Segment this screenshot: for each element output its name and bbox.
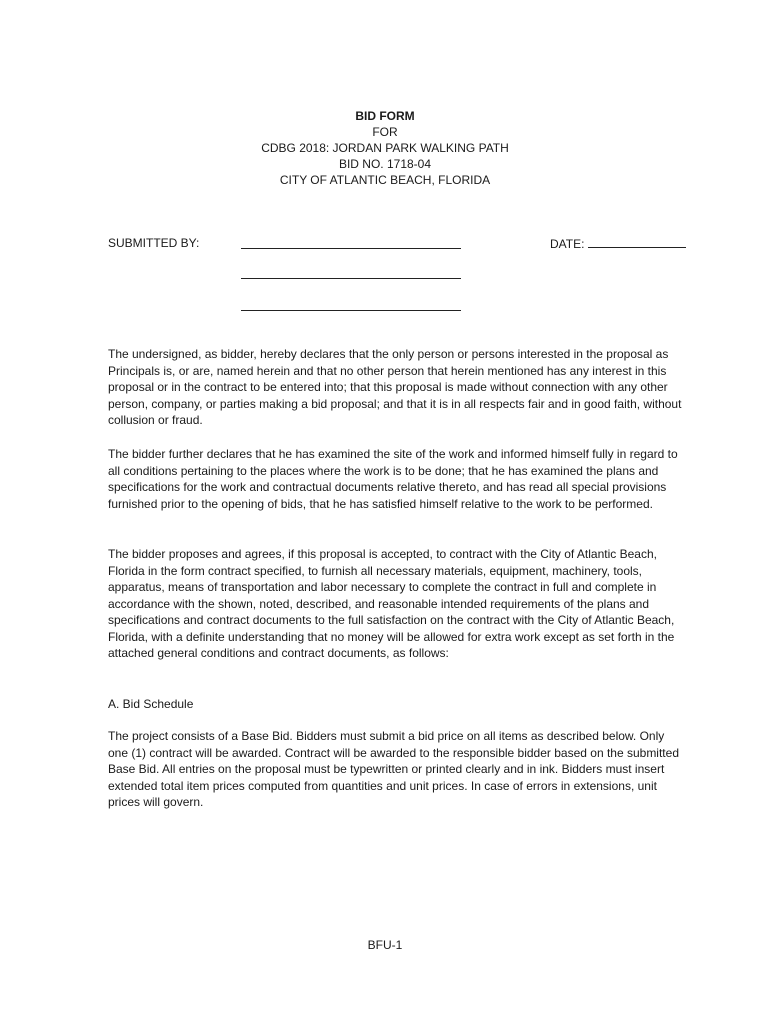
- date-field: [550, 236, 686, 251]
- document-header: [0, 108, 770, 188]
- bid-schedule-paragraph: The project consists of a Base Bid. Bidders must submit a bid price on all items as described below. Only one (1) contract will be awarded. Contract will be awarded to the responsible bidder based on the submitted Base Bid. All entries on the proposal must be typewritten or printed clearly and in ink. Bidders must insert extended total item prices computed from quantities and unit prices. In case of errors in extensions, unit prices will govern.: [108, 729, 679, 809]
- declaration-paragraph-1: The undersigned, as bidder, hereby declares that the only person or persons interested in the proposal as Principals is, or are, named herein and that no other person that herein mentioned has any interest in this proposal or in the contract to be entered into; that this proposal is made without connection with any other person, company, or parties making a bid proposal; and that it is in all respects fair and in good faith, without collusion or fraud.: [108, 347, 682, 427]
- page-number: BFU-1: [367, 938, 403, 952]
- submitted-by-line-3[interactable]: [241, 310, 461, 311]
- declaration-paragraph-3: The bidder proposes and agrees, if this proposal is accepted, to contract with the City of Atlantic Beach, Florida in the form contract specified, to furnish all necessary materials, equipment, machinery, tools, apparatus, means of transportation and labor necessary to complete the contract in full and complete in accordance with the shown, noted, described, and reasonable intended requirements of the plans and specifications and contract documents to the full satisfaction on the contract with the City of Atlantic Beach, Florida, with a definite understanding that no money will be allowed for extra work except as set forth in the attached general conditions and contract documents, as follows:: [108, 547, 675, 660]
- declaration-paragraph-2: The bidder further declares that he has examined the site of the work and informed himself fully in regard to all conditions pertaining to the places where the work is to be done; that he has examined the plans and specifications for the work and contractual documents relative thereto, and has read all special provisions furnished prior to the opening of bids, that he has satisfied himself relative to the work to be performed.: [108, 447, 678, 511]
- submitted-by-line-2[interactable]: [241, 278, 461, 279]
- project-name: CDBG 2018: JORDAN PARK WALKING PATH: [261, 141, 509, 155]
- date-label: DATE:: [550, 237, 585, 251]
- bid-number: BID NO. 1718-04: [338, 157, 432, 171]
- date-line[interactable]: [588, 236, 686, 248]
- submitted-by-label: SUBMITTED BY:: [108, 236, 200, 250]
- submitted-by-line-1[interactable]: [241, 248, 461, 249]
- form-title: BID FORM: [355, 109, 415, 123]
- header-line-for: FOR: [372, 125, 398, 139]
- section-heading-bid-schedule: A. Bid Schedule: [108, 697, 194, 711]
- city-name: CITY OF ATLANTIC BEACH, FLORIDA: [279, 173, 491, 187]
